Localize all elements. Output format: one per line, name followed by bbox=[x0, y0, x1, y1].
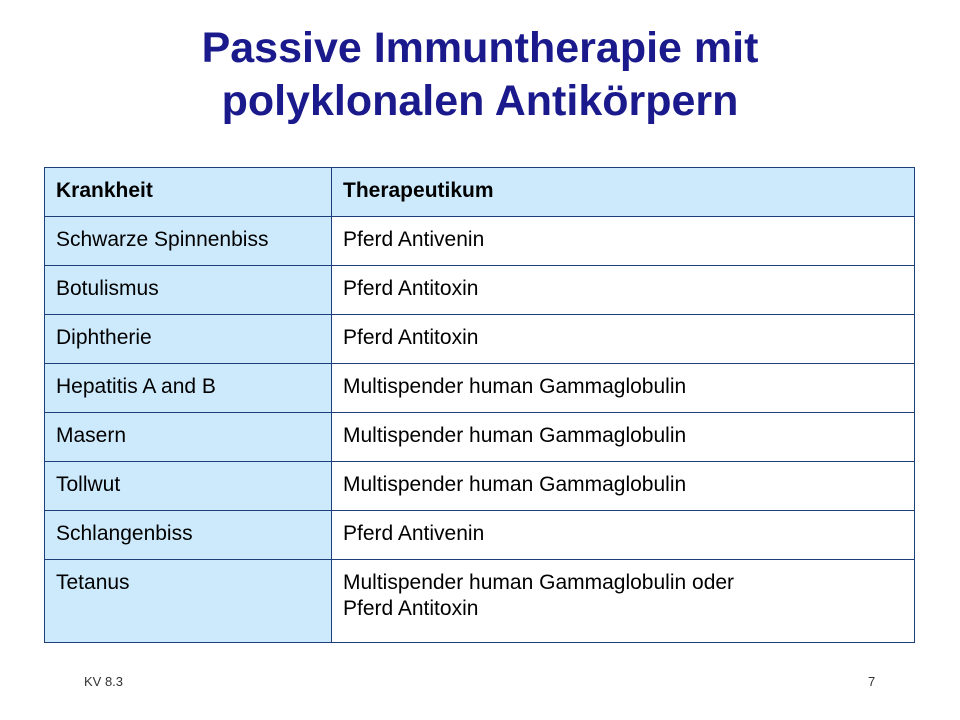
slide-title bbox=[0, 22, 960, 128]
table-header-row bbox=[45, 168, 915, 217]
table-row bbox=[45, 560, 915, 643]
header-disease: Krankheit bbox=[45, 168, 332, 217]
disease-cell: Tollwut bbox=[45, 462, 332, 511]
table-row bbox=[45, 364, 915, 413]
slide-title-line-1: Passive Immuntherapie mit bbox=[201, 24, 759, 72]
therapy-line-2: Pferd Antitoxin bbox=[343, 597, 479, 620]
table-row bbox=[45, 217, 915, 266]
disease-cell: Schlangenbiss bbox=[45, 511, 332, 560]
table-row bbox=[45, 266, 915, 315]
disease-cell: Masern bbox=[45, 413, 332, 462]
table-row bbox=[45, 413, 915, 462]
therapy-cell: Pferd Antivenin bbox=[332, 511, 915, 560]
disease-cell: Schwarze Spinnenbiss bbox=[45, 217, 332, 266]
table-row bbox=[45, 315, 915, 364]
therapy-cell: Pferd Antitoxin bbox=[332, 315, 915, 364]
therapy-table bbox=[44, 167, 915, 643]
disease-cell: Diphtherie bbox=[45, 315, 332, 364]
table-row bbox=[45, 511, 915, 560]
therapy-cell bbox=[332, 560, 915, 643]
disease-cell: Tetanus bbox=[45, 560, 332, 643]
header-therapy: Therapeutikum bbox=[332, 168, 915, 217]
slide-title-line-2: polyklonalen Antikörpern bbox=[221, 77, 739, 125]
disease-cell: Hepatitis A and B bbox=[45, 364, 332, 413]
footer-page-number: 7 bbox=[868, 674, 876, 689]
therapy-cell: Pferd Antivenin bbox=[332, 217, 915, 266]
disease-cell: Botulismus bbox=[45, 266, 332, 315]
therapy-cell: Pferd Antitoxin bbox=[332, 266, 915, 315]
therapy-cell: Multispender human Gammaglobulin bbox=[332, 364, 915, 413]
therapy-cell: Multispender human Gammaglobulin bbox=[332, 413, 915, 462]
table-row bbox=[45, 462, 915, 511]
therapy-line-1: Multispender human Gammaglobulin oder bbox=[343, 571, 735, 594]
therapy-cell: Multispender human Gammaglobulin bbox=[332, 462, 915, 511]
footer-course-code: KV 8.3 bbox=[84, 674, 124, 689]
